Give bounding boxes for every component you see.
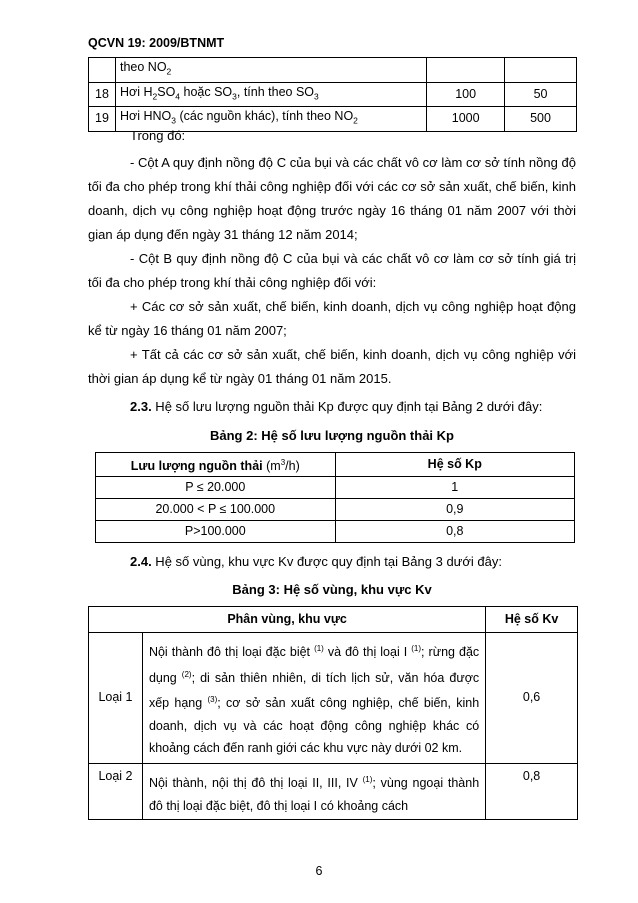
table-row: [96, 499, 575, 521]
zone-type: Loại 1: [89, 633, 143, 764]
table-row: [89, 633, 578, 764]
paragraph: - Cột B quy định nồng độ C của bụi và các chất vô cơ làm cơ sở tính giá trị tối đa cho phép trong khí thải công nghiệp đối với:: [88, 251, 576, 290]
zone-description: Nội thành, nội thị đô thị loại II, III, IV $^{(1)}$; vùng ngoại thành đô thị loại đặc biệt, đô thị loại I có khoảng cách: [142, 763, 485, 819]
kv-table: [88, 606, 578, 820]
flow-range: P>100.000: [96, 521, 336, 543]
paragraph: - Cột A quy định nồng độ C của bụi và các chất vô cơ làm cơ sở tính nồng độ tối đa cho phép trong khí thải công nghiệp đối với các cơ sở sản xuất, chế biến, kinh doanh, dịch vụ công nghiệp hoạt động trước ngày 16 tháng 01 năm 2007 với thời gian áp dụng đến ngày 31 tháng 12 năm 2014;: [88, 155, 576, 242]
column-a-value: 100: [427, 82, 505, 107]
paragraph: Trong đó:: [130, 128, 186, 143]
table-row: [89, 763, 578, 819]
table-row: [96, 477, 575, 499]
table-row: [89, 82, 577, 107]
paragraph: + Các cơ sở sản xuất, chế biến, kinh doanh, dịch vụ công nghiệp hoạt động kể từ ngày 16 tháng 01 năm 2007;: [88, 299, 576, 338]
section-2-4: 2.4. Hệ số vùng, khu vực Kv được quy định tại Bảng 3 dưới đây:: [130, 554, 502, 569]
column-a-value: 1000: [427, 107, 505, 132]
zone-description: Nội thành đô thị loại đặc biệt $^{(1)}$ và đô thị loại I $^{(1)}$; rừng đặc dụng $^{(2)}$; di sản thiên nhiên, di tích lịch sử, văn hóa được xếp hạng $^{(3)}$; cơ sở sản xuất công nghiệp, chế biến, kinh doanh, dịch vụ và các hoạt động công nghiệp khác có khoảng cách đến ranh giới các khu vực này dưới 02 km.: [142, 633, 485, 764]
kv-value: 0,6: [486, 633, 578, 764]
kp-value: 1: [335, 477, 574, 499]
table-cell: Hơi $H_2SO_4$ hoặc $SO_3$, tính theo $SO_3$: [115, 82, 426, 107]
column-b-value: 50: [505, 82, 577, 107]
kp-value: 0,9: [335, 499, 574, 521]
table-header-row: [89, 607, 578, 633]
column-header: Phân vùng, khu vực: [89, 607, 486, 633]
zone-type: Loại 2: [89, 763, 143, 819]
column-header: Hệ số Kv: [486, 607, 578, 633]
table-cell: theo $NO_2$: [115, 58, 426, 83]
flow-range: 20.000 < P ≤ 100.000: [96, 499, 336, 521]
page-number: 6: [315, 864, 323, 878]
kv-value: 0,8: [486, 763, 578, 819]
table3-caption: Bảng 3: Hệ số vùng, khu vực Kv: [232, 582, 432, 597]
kp-table: [95, 452, 575, 543]
column-b-value: 500: [505, 107, 577, 132]
kp-value: 0,8: [335, 521, 574, 543]
paragraph: + Tất cả các cơ sở sản xuất, chế biến, kinh doanh, dịch vụ công nghiệp với thời gian áp dụng kể từ ngày 01 tháng 01 năm 2015.: [88, 347, 576, 386]
row-number: 18: [89, 82, 116, 107]
column-header: Hệ số Kp: [335, 453, 574, 477]
document-header: QCVN 19: 2009/BTNMT: [88, 36, 225, 50]
section-2-3: 2.3. Hệ số lưu lượng nguồn thải Kp được quy định tại Bảng 2 dưới đây:: [130, 399, 543, 414]
table-header-row: [96, 453, 575, 477]
column-header: Lưu lượng nguồn thải $(m^3/h)$: [96, 453, 336, 477]
flow-range: P ≤ 20.000: [96, 477, 336, 499]
table-row: [96, 521, 575, 543]
row-number: 19: [89, 107, 116, 132]
table2-caption: Bảng 2: Hệ số lưu lượng nguồn thải Kp: [209, 428, 454, 443]
pollutant-table: [88, 57, 577, 132]
table-cell: Hơi $HNO_3$ (các nguồn khác), tính theo $NO_2$: [115, 107, 426, 132]
table-row: [89, 58, 577, 83]
